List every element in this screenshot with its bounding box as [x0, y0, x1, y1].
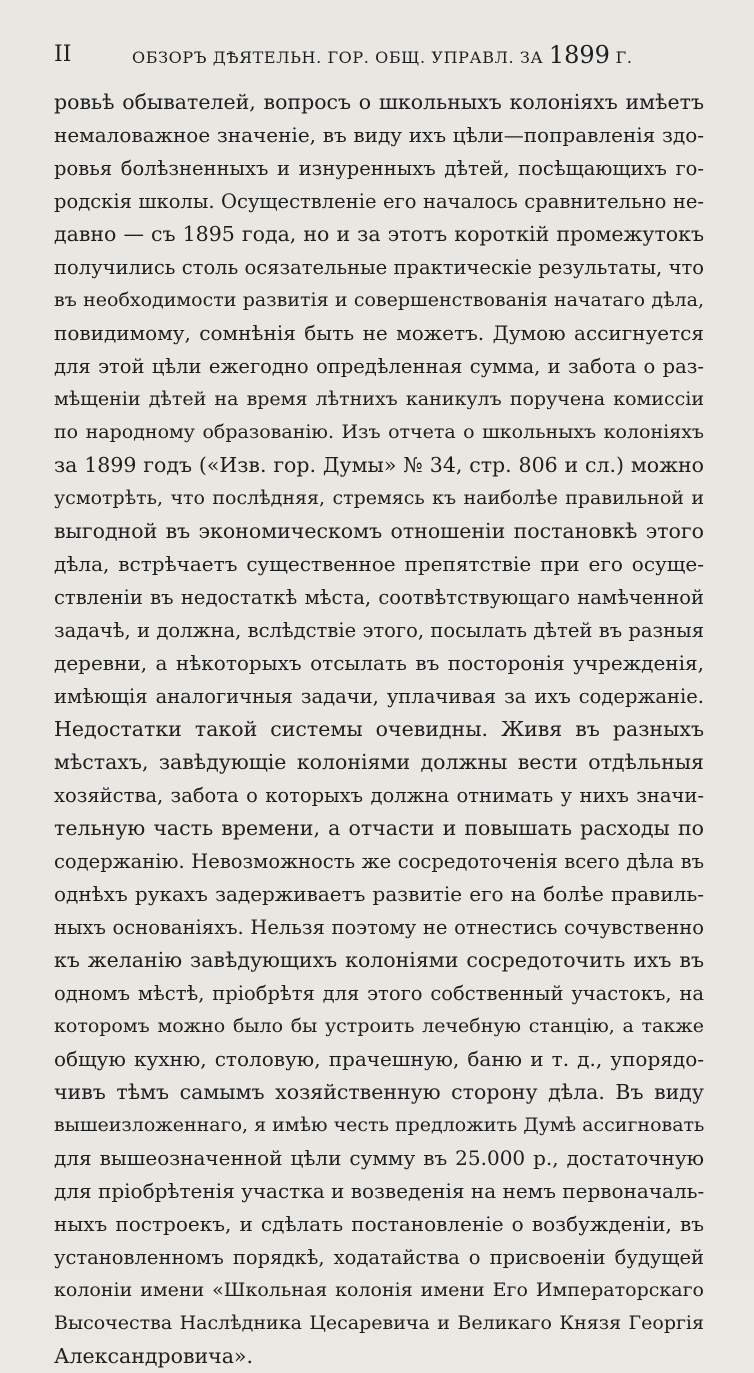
- text-line: ныхъ построекъ, и сдѣлать постановленіе о возбужденіи, въ: [54, 1212, 704, 1236]
- text-line: Недостатки такой системы очевидны. Живя въ разныхъ: [54, 717, 704, 741]
- text-line: Высочества Наслѣдника Цесаревича и Великаго Князя Георгія: [54, 1312, 704, 1334]
- text-line: немаловажное значеніе, въ виду ихъ цѣли—поправленія здо-: [54, 123, 704, 147]
- text-line: ровья болѣзненныхъ и изнуренныхъ дѣтей, посѣщающихъ го-: [54, 157, 704, 180]
- text-line: къ желанію завѣдующихъ колоніями сосредоточить ихъ въ: [54, 948, 704, 972]
- text-line: усмотрѣть, что послѣдняя, стремясь къ наиболѣе правильной и: [54, 487, 704, 509]
- running-head-text: ОБЗОРЪ ДѢЯТЕЛЬН. ГОР. ОБЩ. УПРАВЛ. ЗА: [132, 48, 544, 67]
- text-line: колоніи имени «Школьная колонія имени Его Императорскаго: [54, 1279, 704, 1301]
- text-line: ствленіи въ недостаткѣ мѣста, соотвѣтствующаго намѣченной: [54, 586, 704, 609]
- text-line: получились столь осязательные практическіе результаты, что: [54, 256, 704, 279]
- running-head-suffix: Г.: [615, 48, 633, 67]
- text-line: родскія школы. Осуществленіе его началось сравнительно не-: [54, 190, 704, 213]
- text-line: для вышеозначенной цѣли сумму въ 25.000 р., достаточную: [54, 1146, 704, 1170]
- text-line: за 1899 годъ («Изв. гор. Думы» № 34, стр. 806 и сл.) можно: [54, 453, 704, 477]
- text-line: дѣла, встрѣчаетъ существенное препятствіе при его осуще-: [54, 552, 704, 576]
- text-line: чивъ тѣмъ самымъ хозяйственную сторону дѣла. Въ виду: [54, 1080, 704, 1104]
- running-head-title: [132, 40, 633, 73]
- page-number: II: [54, 42, 72, 67]
- text-line: давно — съ 1895 года, но и за этотъ короткій промежутокъ: [54, 222, 704, 246]
- text-line: которомъ можно было бы устроить лечебную станцію, а также: [54, 1015, 704, 1037]
- text-line: повидимому, сомнѣнія быть не можетъ. Думою ассигнуется: [54, 321, 704, 345]
- text-line: Александровича».: [54, 1344, 253, 1368]
- text-line: ровьѣ обывателей, вопросъ о школьныхъ колоніяхъ имѣетъ: [54, 90, 704, 114]
- text-line: мѣщеніи дѣтей на время лѣтнихъ каникулъ поручена комиссіи: [54, 388, 704, 410]
- text-line: для этой цѣли ежегодно опредѣленная сумма, и забота о раз-: [54, 355, 704, 378]
- running-head: [54, 40, 702, 70]
- text-line: хозяйства, забота о которыхъ должна отнимать у нихъ значи-: [54, 784, 704, 807]
- text-line: однѣхъ рукахъ задерживаетъ развитіе его на болѣе правиль-: [54, 882, 704, 906]
- text-line: установленномъ порядкѣ, ходатайства о присвоеніи будущей: [54, 1246, 704, 1269]
- text-line: общую кухню, столовую, прачешную, баню и т. д., упорядо-: [54, 1047, 704, 1071]
- text-line: мѣстахъ, завѣдующіе колоніями должны вести отдѣльныя: [54, 750, 704, 774]
- text-line: одномъ мѣстѣ, пріобрѣтя для этого собственный участокъ, на: [54, 982, 704, 1005]
- text-line: деревни, а нѣкоторыхъ отсылать въ посторонія учрежденія,: [54, 651, 704, 675]
- text-line: въ необходимости развитія и совершенствованія начатаго дѣла,: [54, 289, 704, 311]
- running-head-year: 1899: [548, 41, 610, 69]
- text-line: задачѣ, и должна, вслѣдствіе этого, посылать дѣтей въ разныя: [54, 619, 704, 642]
- text-line: тельную часть времени, а отчасти и повышать расходы по: [54, 816, 704, 840]
- text-line: ныхъ основаніяхъ. Нельзя поэтому не отнестись сочувственно: [54, 916, 704, 939]
- text-line: содержанію. Невозможность же сосредоточенія всего дѣла въ: [54, 850, 704, 873]
- text-line: вышеизложеннаго, я имѣю честь предложить Думѣ ассигновать: [54, 1114, 704, 1136]
- text-line: выгодной въ экономическомъ отношеніи постановкѣ этого: [54, 519, 704, 543]
- text-line: для пріобрѣтенія участка и возведенія на немъ первоначаль-: [54, 1179, 704, 1203]
- text-line: по народному образованію. Изъ отчета о школьныхъ колоніяхъ: [54, 421, 704, 443]
- body-text: [54, 86, 704, 1373]
- text-line: имѣющія аналогичныя задачи, уплачивая за ихъ содержаніе.: [54, 685, 704, 708]
